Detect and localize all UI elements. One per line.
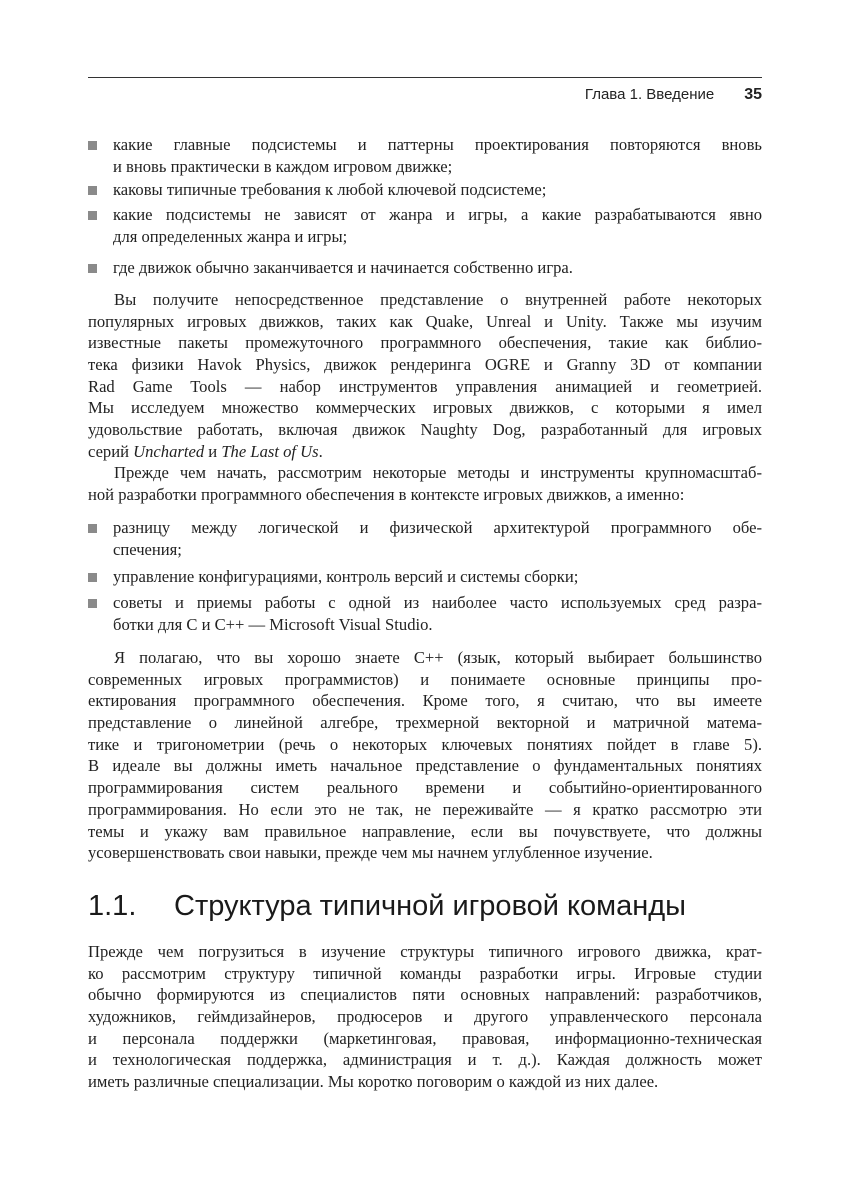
square-bullet-icon (88, 264, 97, 273)
text-line: ной разработки программного обеспечения в контексте игровых движков, а именно: (88, 484, 685, 504)
text-line: Rad Game Tools — набор инструментов управления анимацией и геометрией. (88, 376, 762, 396)
list-item (88, 134, 762, 177)
text-line: где движок обычно заканчивается и начинается собственно игра. (113, 258, 573, 277)
text-line: В идеале вы должны иметь начальное представление о фундаментальных понятиях (88, 756, 762, 776)
text-line (88, 441, 762, 463)
text-line: Я полагаю, что вы хорошо знаете C++ (язык, который выбирает большинство (114, 648, 762, 667)
text-span: . (318, 441, 323, 461)
text-line: ко рассмотрим структуру типичной команды разработки игры. Игровые студии (88, 963, 762, 983)
text-span: и (204, 441, 222, 461)
list-item (88, 517, 762, 560)
square-bullet-icon (88, 186, 97, 195)
text-line: обычно формируются из специалистов пяти основных направлений: разработчиков, (88, 985, 762, 1005)
header-rule (88, 77, 762, 78)
paragraph-3 (88, 647, 762, 864)
text-line: художников, геймдизайнеров, продюсеров и другого управленческого персонала (88, 1007, 762, 1027)
section-title: Структура типичной игровой команды (174, 890, 687, 922)
text-line: разницу между логической и физической архитектурой программного обе- (113, 518, 762, 537)
text-line: спечения; (113, 539, 182, 559)
section-number: 1.1. (88, 890, 137, 922)
section-heading (88, 890, 686, 923)
text-line: и персонала поддержки (маркетинговая, правовая, информационно-техническая (88, 1028, 762, 1048)
paragraph-1 (88, 289, 762, 463)
chapter-title: Глава 1. Введение (584, 86, 715, 103)
page-number: 35 (744, 86, 762, 103)
list-item (88, 204, 762, 247)
list-item (88, 592, 762, 635)
text-line: для определенных жанра и игры; (113, 226, 348, 246)
text-line: популярных игровых движков, таких как Quake, Unreal и Unity. Также мы изучим (88, 311, 762, 331)
square-bullet-icon (88, 211, 97, 220)
text-line: Прежде чем погрузиться в изучение структуры типичного игрового движка, крат- (88, 942, 762, 961)
text-line: ектирования программного обеспечения. Кроме того, я считаю, что вы имеете (88, 691, 762, 711)
text-line: управление конфигурациями, контроль версий и системы сборки; (113, 567, 579, 586)
square-bullet-icon (88, 599, 97, 608)
list-item (88, 257, 762, 279)
text-line: усовершенствовать свои навыки, прежде чем мы начнем углубленное изучение. (88, 843, 653, 863)
text-line: тике и тригонометрии (речь о некоторых ключевых понятиях пойдет в главе 5). (88, 734, 762, 754)
text-line: удовольствие работать, включая движок Naughty Dog, разработанный для игровых (88, 420, 762, 440)
list-item (88, 566, 762, 588)
text-line: какие главные подсистемы и паттерны проектирования повторяются вновь (113, 135, 762, 154)
text-line: Прежде чем начать, рассмотрим некоторые методы и инструменты крупномасштаб- (114, 463, 762, 482)
text-line: известные пакеты промежуточного программного обеспечения, такие как библио- (88, 333, 762, 353)
text-span: серий (88, 441, 134, 461)
text-line: современных игровых программистов) и понимаете основные принципы про- (88, 669, 762, 689)
text-line: иметь различные специализации. Мы коротко поговорим о каждой из них далее. (88, 1072, 659, 1092)
text-line: программирования. Но если это не так, не переживайте — я кратко рассмотрю эти (88, 799, 762, 819)
italic-title: Uncharted (133, 441, 205, 461)
text-line: советы и приемы работы с одной из наиболее часто используемых сред разра- (113, 593, 762, 612)
text-line: тека физики Havok Physics, движок рендеринга OGRE и Granny 3D от компании (88, 355, 762, 375)
paragraph-4 (88, 941, 762, 1093)
list-item (88, 179, 762, 201)
italic-title: The Last of Us (221, 441, 319, 461)
square-bullet-icon (88, 524, 97, 533)
paragraph-2 (88, 462, 762, 505)
running-header (585, 86, 762, 104)
text-line: и технологическая поддержка, администрация и т. д.). Каждая должность может (88, 1050, 762, 1070)
text-line: каковы типичные требования к любой ключевой подсистеме; (113, 180, 547, 199)
text-line: и вновь практически в каждом игровом движке; (113, 156, 453, 176)
text-line: Мы исследуем множество коммерческих игровых движков, с которыми я имел (88, 398, 762, 418)
text-line: ботки для C и C++ — Microsoft Visual Studio. (113, 614, 433, 634)
square-bullet-icon (88, 573, 97, 582)
text-line: какие подсистемы не зависят от жанра и игры, а какие разрабатываются явно (113, 205, 762, 224)
text-line: Вы получите непосредственное представление о внутренней работе некоторых (114, 290, 762, 309)
text-line: темы и укажу вам правильное направление, если вы почувствуете, что должны (88, 821, 762, 841)
text-line: представление о линейной алгебре, трехмерной векторной и матричной матема- (88, 713, 762, 733)
square-bullet-icon (88, 141, 97, 150)
text-line: программирования систем реального времени и событийно-ориентированного (88, 778, 762, 798)
